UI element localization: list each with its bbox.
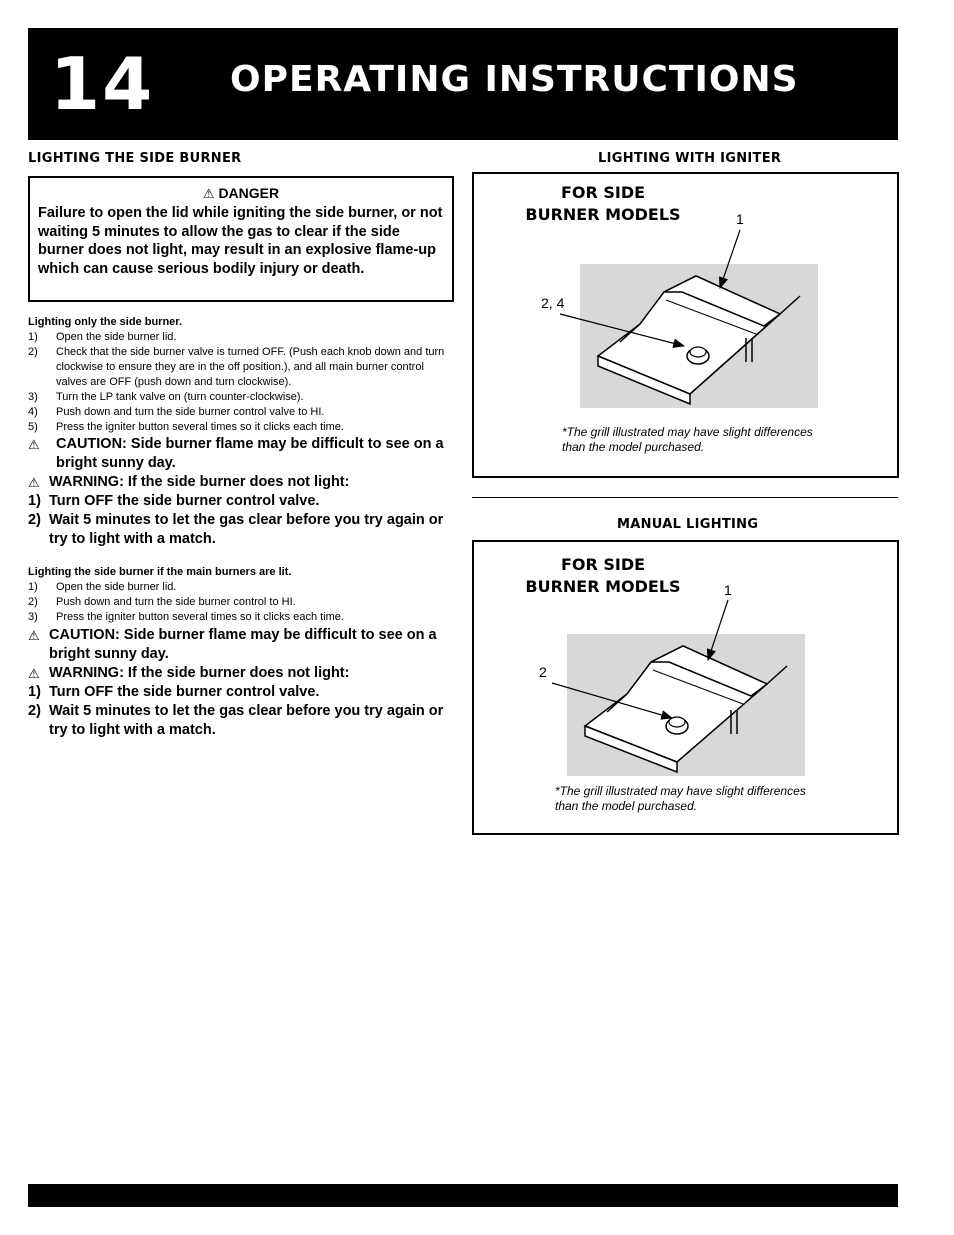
step-item: 4) Push down and turn the side burner control valve to HI. xyxy=(28,406,325,418)
warning-step: 1) Turn OFF the side burner control valve. xyxy=(28,684,320,700)
part2-cautions xyxy=(28,626,458,740)
caution-line: ⚠ CAUTION: Side burner flame may be difficult to see on a bright sunny day. xyxy=(28,627,437,662)
section-title-manual: MANUAL LIGHTING xyxy=(617,517,759,532)
side-burner-illustration xyxy=(567,634,805,776)
callout-1: 1 xyxy=(736,211,744,227)
part2-heading: Lighting the side burner if the main burners are lit. xyxy=(28,566,292,578)
callout-1: 1 xyxy=(724,582,732,598)
figure-label: FOR SIDE BURNER MODELS xyxy=(525,555,681,596)
page-title: OPERATING INSTRUCTIONS xyxy=(230,59,799,100)
section-divider xyxy=(472,497,898,498)
figure-note: *The grill illustrated may have slight differences than the model purchased. xyxy=(555,784,806,813)
part1-steps xyxy=(28,330,453,435)
part1-heading: Lighting only the side burner. xyxy=(28,316,183,328)
step-item: 1) Open the side burner lid. xyxy=(28,331,177,343)
warning-line: ⚠ WARNING: If the side burner does not light: xyxy=(28,474,350,490)
part2-steps xyxy=(28,580,453,625)
warning-line: ⚠ WARNING: If the side burner does not light: xyxy=(28,665,350,681)
footer-bar xyxy=(28,1184,898,1207)
section-title-igniter: LIGHTING WITH IGNITER xyxy=(598,151,782,166)
page-number: 14 xyxy=(50,42,155,126)
danger-box xyxy=(28,176,454,302)
warning-triangle-icon: ⚠ xyxy=(202,186,215,201)
step-item: 3) Press the igniter button several times so it clicks each time. xyxy=(28,611,344,623)
step-item: 3) Turn the LP tank valve on (turn counter-clockwise). xyxy=(28,391,304,403)
caution-line: ⚠ CAUTION: Side burner flame may be difficult to see on a bright sunny day. xyxy=(28,436,444,471)
warning-step: 2) Wait 5 minutes to let the gas clear before you try again or try to light with a match. xyxy=(28,512,444,547)
step-item: 1) Open the side burner lid. xyxy=(28,581,177,593)
danger-text: Failure to open the lid while igniting the side burner, or not waiting 5 minutes to allow the gas to clear if the side burner does not light, may result in an explosive flame-up which can cause serious bodily injury or death. xyxy=(38,205,443,277)
callout-2-4: 2, 4 xyxy=(541,295,565,311)
step-item: 2) Push down and turn the side burner control to HI. xyxy=(28,596,296,608)
callout-2: 2 xyxy=(539,664,547,680)
side-burner-illustration xyxy=(580,264,818,408)
igniter-figure-box xyxy=(472,172,899,478)
danger-label: DANGER xyxy=(218,185,280,201)
step-item: 5) Press the igniter button several times so it clicks each time. xyxy=(28,421,344,433)
warning-triangle-icon: ⚠ xyxy=(28,666,40,681)
warning-step: 2) Wait 5 minutes to let the gas clear before you try again or try to light with a match. xyxy=(28,703,444,738)
manual-figure-box xyxy=(472,540,899,835)
step-item: 2) Check that the side burner valve is turned OFF. (Push each knob down and turn clockwise to ensure they are in the off position.), and all main burner control valves are OFF (push down and turn clockwise). xyxy=(28,346,445,388)
warning-step: 1) Turn OFF the side burner control valve. xyxy=(28,493,320,509)
warning-triangle-icon: ⚠ xyxy=(28,475,40,490)
warning-triangle-icon: ⚠ xyxy=(28,437,40,452)
figure-note: *The grill illustrated may have slight differences than the model purchased. xyxy=(562,425,813,454)
section-title-side-burner: LIGHTING THE SIDE BURNER xyxy=(28,151,242,166)
figure-label: FOR SIDE BURNER MODELS xyxy=(525,183,681,224)
danger-title xyxy=(30,185,452,202)
warning-triangle-icon: ⚠ xyxy=(28,628,40,643)
part1-cautions xyxy=(28,435,458,549)
page-header xyxy=(28,28,898,140)
